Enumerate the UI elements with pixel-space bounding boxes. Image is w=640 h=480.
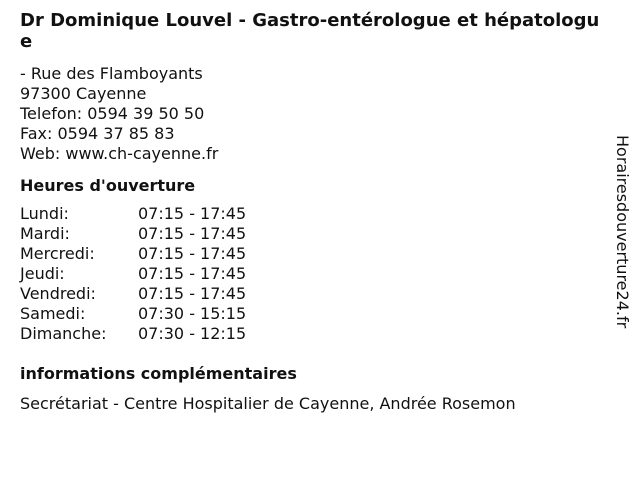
hours-row-friday (20, 284, 610, 304)
hours-time: 07:15 - 17:45 (138, 224, 247, 243)
hours-day: Vendredi: (20, 284, 96, 303)
hours-day: Jeudi: (20, 264, 65, 283)
address-block (20, 64, 610, 164)
hours-table (20, 204, 610, 344)
address-city: 97300 Cayenne (20, 84, 147, 103)
page-title: Dr Dominique Louvel - Gastro-entérologue et hépatologue (20, 10, 600, 52)
hours-time: 07:15 - 17:45 (138, 284, 247, 303)
hours-row-tuesday (20, 224, 610, 244)
hours-day: Lundi: (20, 204, 69, 223)
hours-row-wednesday (20, 244, 610, 264)
hours-time: 07:30 - 15:15 (138, 304, 247, 323)
info-text: Secrétariat - Centre Hospitalier de Cayenne, Andrée Rosemon (20, 394, 516, 413)
hours-day: Samedi: (20, 304, 86, 323)
hours-time: 07:30 - 12:15 (138, 324, 247, 343)
hours-row-thursday (20, 264, 610, 284)
hours-day: Mercredi: (20, 244, 95, 263)
address-street: - Rue des Flamboyants (20, 64, 203, 83)
info-heading: informations complémentaires (20, 364, 297, 383)
hours-day: Dimanche: (20, 324, 107, 343)
hours-day: Mardi: (20, 224, 70, 243)
hours-time: 07:15 - 17:45 (138, 204, 247, 223)
main-content (20, 10, 610, 414)
hours-time: 07:15 - 17:45 (138, 264, 247, 283)
address-fax: Fax: 0594 37 85 83 (20, 124, 175, 143)
side-brand-watermark: Horairesdouverture24.fr (613, 135, 632, 329)
hours-time: 07:15 - 17:45 (138, 244, 247, 263)
hours-row-monday (20, 204, 610, 224)
address-web: Web: www.ch-cayenne.fr (20, 144, 219, 163)
hours-heading: Heures d'ouverture (20, 176, 196, 195)
hours-row-sunday (20, 324, 610, 344)
hours-row-saturday (20, 304, 610, 324)
address-phone: Telefon: 0594 39 50 50 (20, 104, 205, 123)
